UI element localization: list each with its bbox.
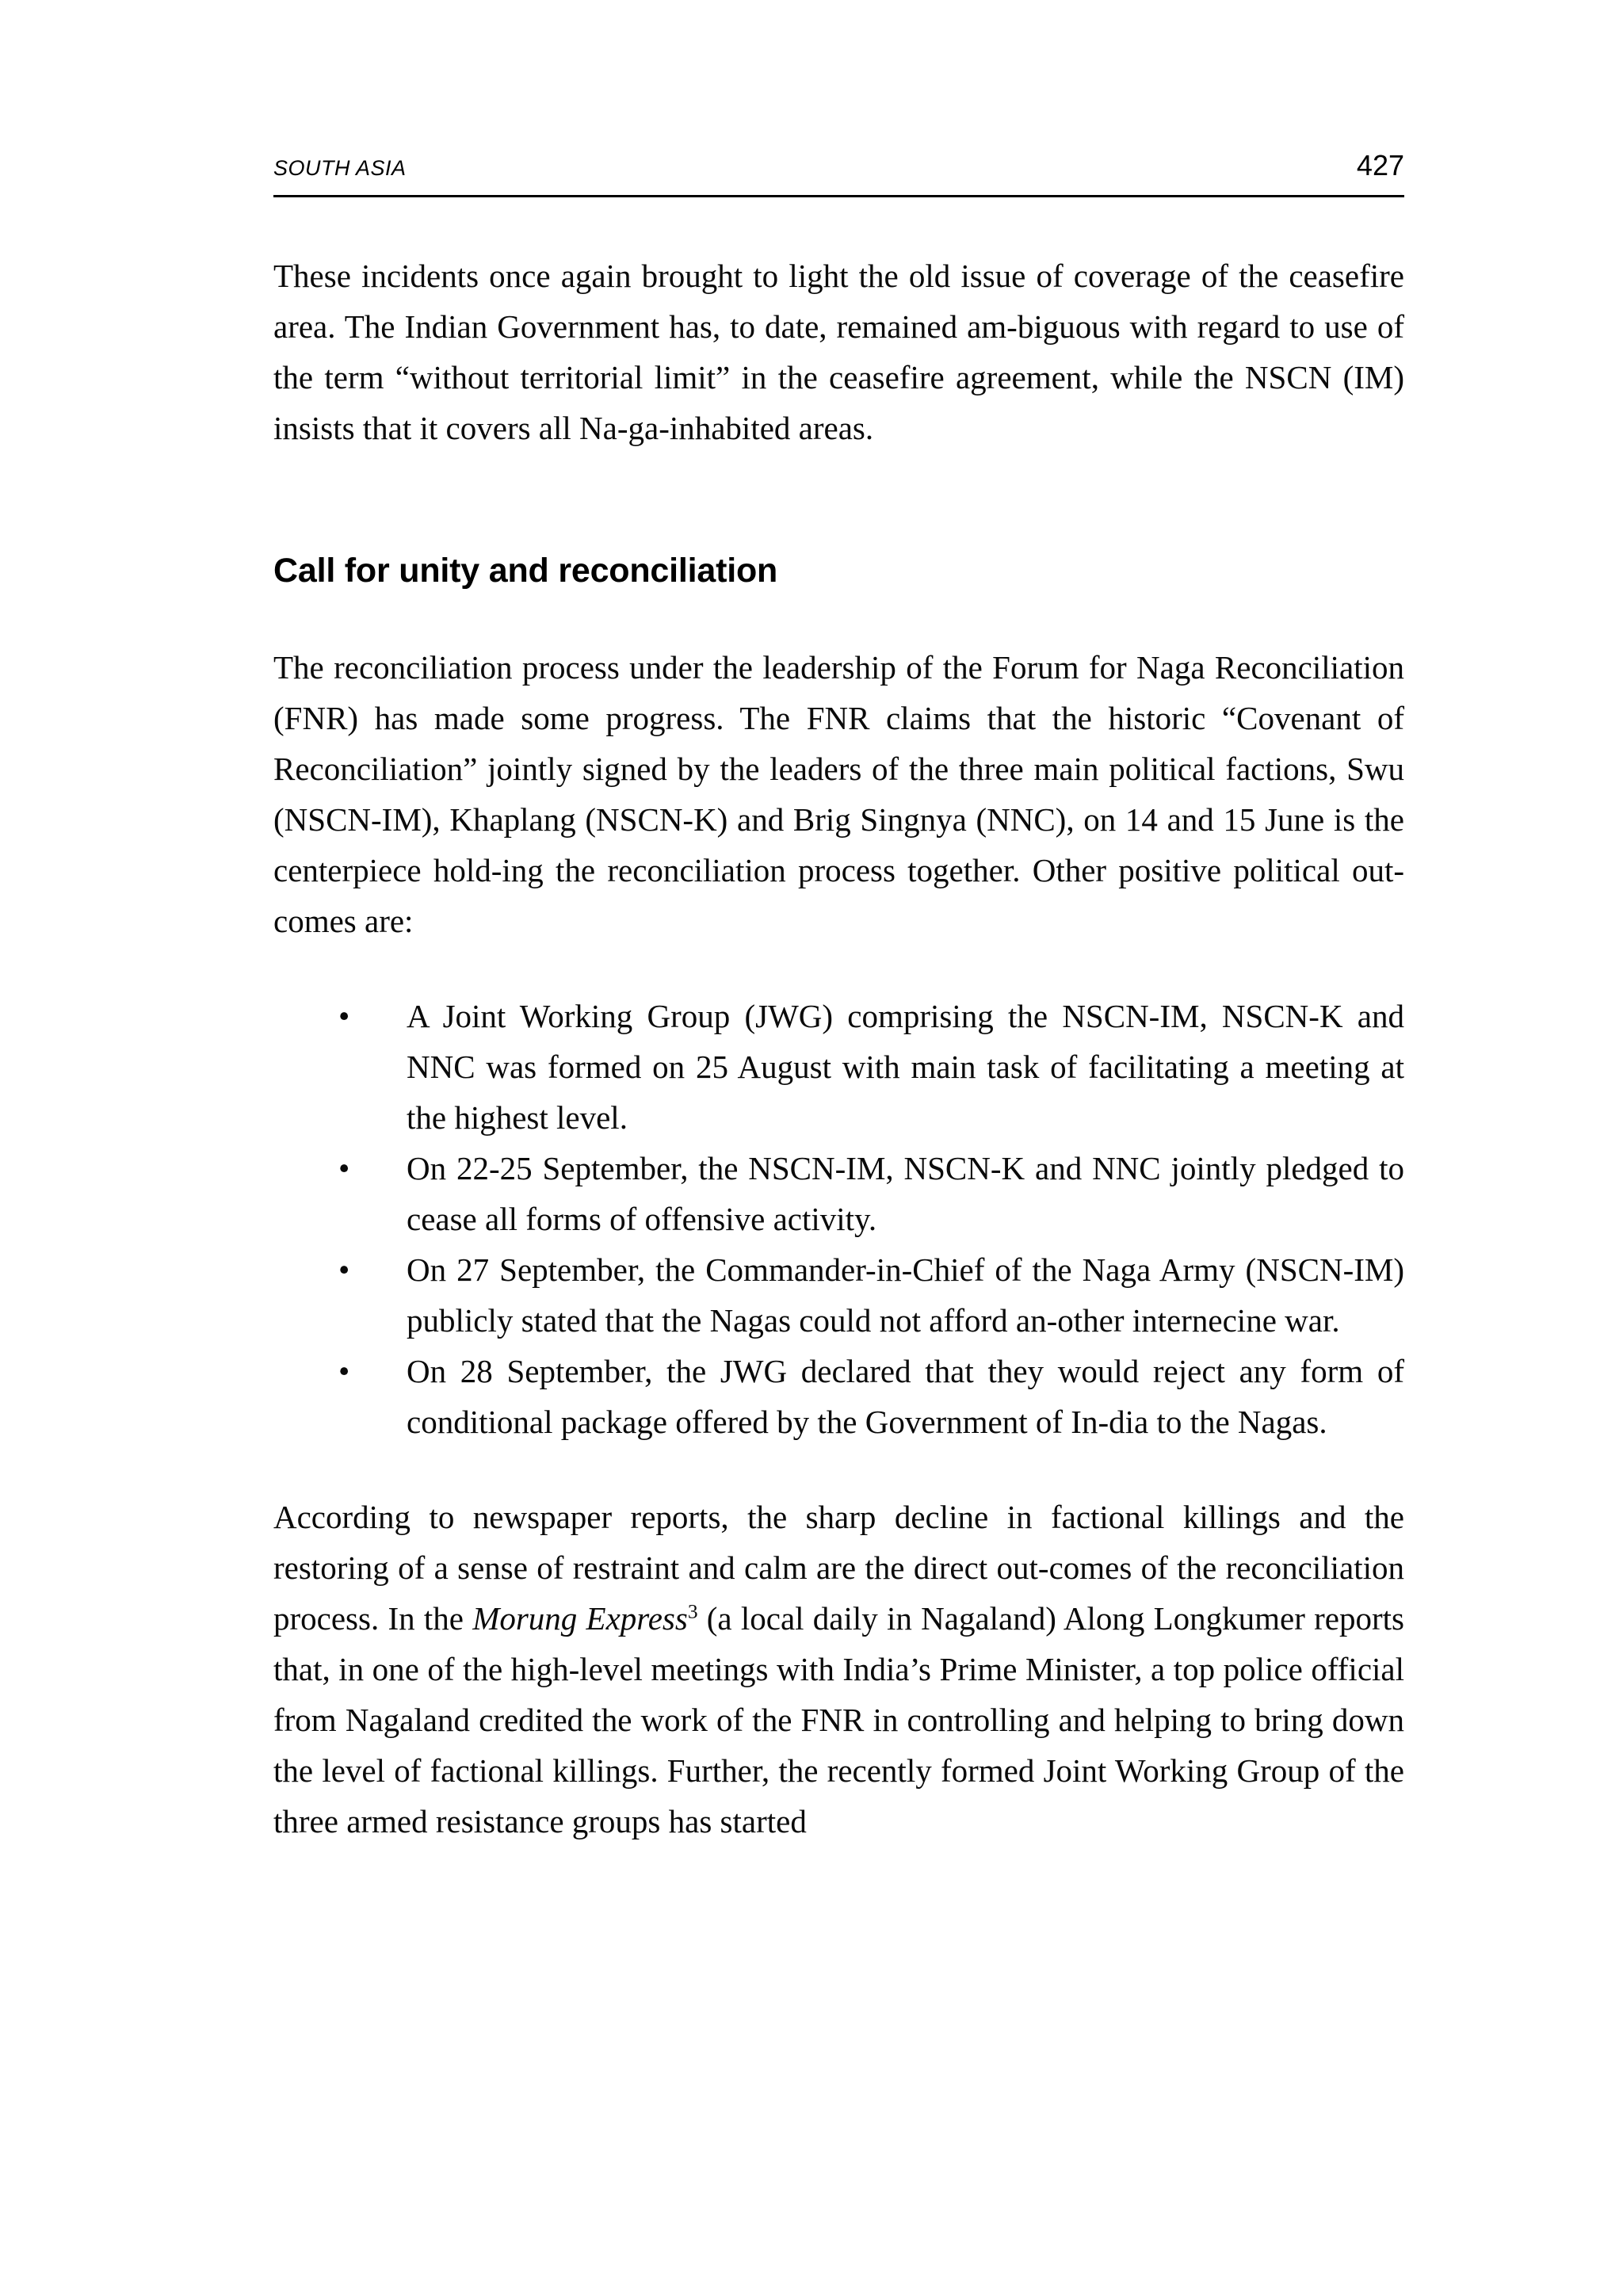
list-item-text: A Joint Working Group (JWG) comprising the NSCN-IM, NSCN-K and NNC was formed on 25 August with main task of facilitating a meeting at the highest level. [407, 998, 1404, 1136]
paragraph-newspaper-reports [273, 1492, 1404, 1847]
section-heading-call-for-unity: Call for unity and reconciliation [273, 552, 778, 590]
bullet-icon: • [338, 1251, 350, 1288]
paragraph-text-part-2: (a local daily in Nagaland) Along Longkumer reports that, in one of the high-level meetings with India’s Prime Minister, a top police official from Nagaland credited the work of the FNR in controlling and helping to bring down the level of factional killings. Further, the recently formed Joint Working Group of the three armed resistance groups has started [273, 1600, 1404, 1839]
list-item [273, 991, 1404, 1143]
bullet-icon: • [338, 1150, 350, 1186]
list-item-text: On 28 September, the JWG declared that they would reject any form of conditional package offered by the Government of In-dia to the Nagas. [407, 1353, 1404, 1440]
spacer-before-heading [273, 453, 1404, 550]
positive-outcomes-list [273, 991, 1404, 1447]
spacer-after-heading [273, 591, 1404, 642]
running-header [273, 149, 1404, 182]
list-item [273, 1244, 1404, 1346]
body-text-column [273, 250, 1404, 1847]
bullet-icon: • [338, 1353, 350, 1389]
running-head-title: SOUTH ASIA [273, 156, 407, 180]
list-item [273, 1143, 1404, 1244]
list-item-text: On 27 September, the Commander-in-Chief of the Naga Army (NSCN-IM) publicly stated that the Nagas could not afford an-other internecine war. [407, 1251, 1404, 1339]
paragraph-reconciliation-process: The reconciliation process under the leadership of the Forum for Naga Reconciliation (FNR) has made some progress. The FNR claims that the historic “Covenant of Reconciliation” jointly signed by the leaders of the three main political factions, Swu (NSCN-IM), Khaplang (NSCN-K) and Brig Singnya (NNC), on 14 and 15 June is the centerpiece hold-ing the reconciliation process together. Other positive political out-comes are: [273, 649, 1404, 939]
bullet-icon: • [338, 998, 350, 1034]
list-item-text: On 22-25 September, the NSCN-IM, NSCN-K and NNC jointly pledged to cease all forms of offensive activity. [407, 1150, 1404, 1237]
paragraph-text-part-1: According to newspaper reports, the sharp decline in factional killings and the restoring of a sense of restraint and calm are the direct out-comes of the reconciliation process. In the [273, 1499, 1404, 1637]
list-item [273, 1346, 1404, 1447]
spacer-before-list [273, 946, 1404, 991]
page-number: 427 [1356, 149, 1404, 181]
footnote-reference: 3 [687, 1600, 698, 1623]
newspaper-title-italic: Morung Express [472, 1600, 688, 1637]
header-rule-divider [273, 195, 1404, 197]
paragraph-ceasefire-coverage: These incidents once again brought to light the old issue of coverage of the ceasefire area. The Indian Government has, to date, remained am-biguous with regard to use of the term “without territorial limit” in the ceasefire agreement, while the NSCN (IM) insists that it covers all Na-ga-inhabited areas. [273, 258, 1404, 446]
spacer-after-list [273, 1447, 1404, 1492]
